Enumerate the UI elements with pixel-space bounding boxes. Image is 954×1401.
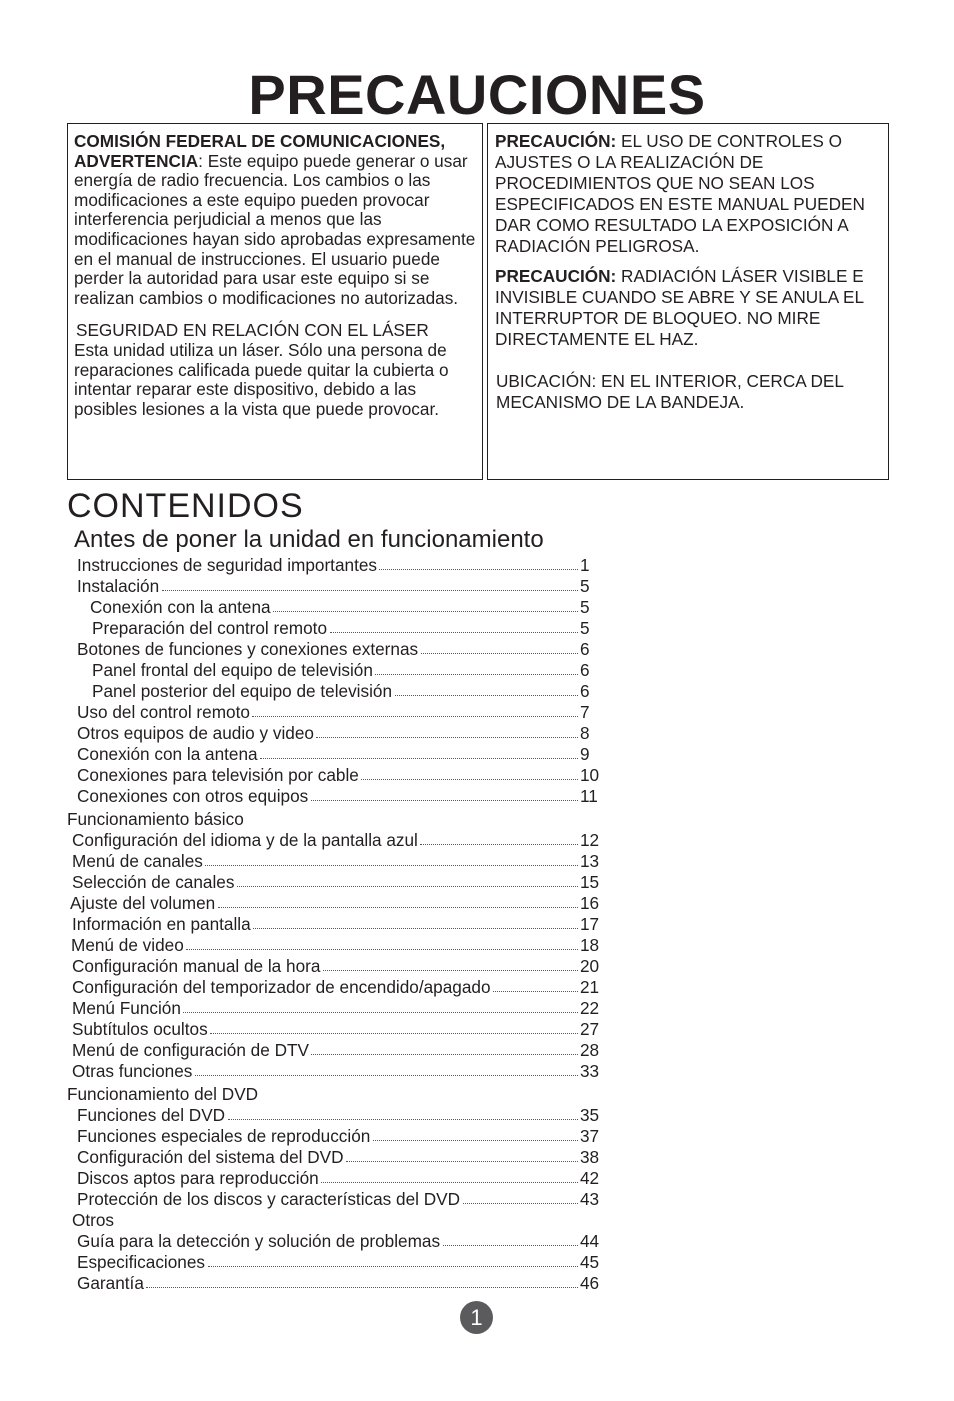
toc-entry-page: 6 <box>580 681 590 701</box>
toc-entry-page: 18 <box>580 935 600 955</box>
toc-entry-page: 5 <box>580 618 590 638</box>
toc-entry-label: Conexiones con otros equipos <box>77 786 309 806</box>
toc-dot-leader <box>195 1075 578 1076</box>
toc-entry <box>90 597 600 618</box>
page-title: PRECAUCIONES <box>248 63 706 126</box>
toc-entry-label: Selección de canales <box>72 872 235 892</box>
toc-dot-leader <box>273 611 578 612</box>
toc-section-dvd: Funcionamiento del DVD <box>67 1084 259 1104</box>
toc-entry <box>70 893 600 914</box>
toc-dot-leader <box>228 1119 578 1120</box>
toc-entry-label: Subtítulos ocultos <box>72 1019 208 1039</box>
toc-entry-label: Uso del control remoto <box>77 702 250 722</box>
toc-entry <box>77 576 600 597</box>
toc-entry-page: 27 <box>580 1019 600 1039</box>
toc-entry <box>77 744 600 765</box>
toc-entry <box>72 1019 600 1040</box>
toc-entry-page: 8 <box>580 723 590 743</box>
toc-entry <box>72 1040 600 1061</box>
page-number-badge: 1 <box>460 1301 493 1334</box>
toc-dot-leader <box>237 886 578 887</box>
toc-entry-label: Otras funciones <box>72 1061 193 1081</box>
toc-entry-page: 42 <box>580 1168 600 1188</box>
toc-entry <box>77 1147 600 1168</box>
toc-dot-leader <box>493 991 578 992</box>
toc-entry-label: Conexiones para televisión por cable <box>77 765 359 785</box>
toc-entry-label: Botones de funciones y conexiones externas <box>77 639 419 659</box>
toc-entry-label: Configuración del sistema del DVD <box>77 1147 344 1167</box>
laser-location-note: UBICACIÓN: EN EL INTERIOR, CERCA DEL MECANISMO DE LA BANDEJA. <box>496 371 844 412</box>
toc-entry-label: Configuración del idioma y de la pantalla azul <box>72 830 418 850</box>
toc-dot-leader <box>218 907 578 908</box>
toc-entry-page: 17 <box>580 914 600 934</box>
toc-entry-page: 43 <box>580 1189 600 1209</box>
toc-entry-label: Panel posterior del equipo de televisión <box>92 681 393 701</box>
toc-section-before-use: Antes de poner la unidad en funcionamiento <box>74 526 544 553</box>
toc-entry-page: 28 <box>580 1040 600 1060</box>
toc-entry-page: 11 <box>580 786 598 806</box>
toc-dot-leader <box>210 1033 578 1034</box>
toc-entry-page: 20 <box>580 956 600 976</box>
toc-entry-page: 1 <box>580 555 590 575</box>
toc-entry-page: 35 <box>580 1105 600 1125</box>
toc-entry <box>77 639 600 660</box>
toc-entry <box>77 1126 600 1147</box>
toc-entry-label: Instrucciones de seguridad importantes <box>77 555 377 575</box>
toc-dot-leader <box>260 758 578 759</box>
toc-dot-leader <box>420 844 578 845</box>
toc-dot-leader <box>375 674 578 675</box>
toc-dot-leader <box>311 1054 578 1055</box>
toc-entry <box>71 935 600 956</box>
toc-entry-page: 21 <box>580 977 600 997</box>
toc-dot-leader <box>162 590 578 591</box>
toc-entry <box>72 872 600 893</box>
toc-entry <box>77 765 600 786</box>
toc-entry-page: 9 <box>580 744 590 764</box>
toc-entry <box>77 1273 600 1294</box>
toc-dot-leader <box>253 928 578 929</box>
toc-entry-label: Menú de configuración de DTV <box>72 1040 309 1060</box>
toc-entry-label: Guía para la detección y solución de problemas <box>77 1231 441 1251</box>
toc-entry <box>77 1189 600 1210</box>
toc-entry-label: Funciones del DVD <box>77 1105 226 1125</box>
toc-dot-leader <box>311 800 578 801</box>
toc-entry <box>77 1252 600 1273</box>
toc-entry <box>72 914 600 935</box>
toc-entry <box>72 851 600 872</box>
toc-dot-leader <box>252 716 578 717</box>
toc-entry-page: 16 <box>580 893 600 913</box>
toc-entry <box>77 1168 600 1189</box>
toc-entry-label: Conexión con la antena <box>90 597 271 617</box>
caution-1-label: PRECAUCIÓN: <box>495 131 617 151</box>
toc-entry-label: Garantía <box>77 1273 144 1293</box>
toc-entry-label: Discos aptos para reproducción <box>77 1168 319 1188</box>
toc-entry-page: 13 <box>580 851 600 871</box>
toc-dot-leader <box>146 1287 578 1288</box>
toc-entry-label: Panel frontal del equipo de televisión <box>92 660 373 680</box>
toc-entry <box>77 555 600 576</box>
toc-entry <box>77 1231 600 1252</box>
toc-entry-page: 5 <box>580 597 590 617</box>
toc-dot-leader <box>379 569 578 570</box>
fcc-heading: COMISIÓN FEDERAL DE COMUNICACIONES, ADVERTENCIA <box>74 131 446 171</box>
toc-dot-leader <box>346 1161 578 1162</box>
laser-safety-heading: SEGURIDAD EN RELACIÓN CON EL LÁSER <box>76 320 429 341</box>
toc-entry-page: 15 <box>580 872 600 892</box>
toc-entry-page: 38 <box>580 1147 600 1167</box>
toc-entry-label: Configuración del temporizador de encendido/apagado <box>72 977 491 997</box>
caution-1-text: EL USO DE CONTROLES O AJUSTES O LA REALIZACIÓN DE PROCEDIMIENTOS QUE NO SEAN LOS ESPECIFICADOS EN ESTE MANUAL PUEDEN DAR COMO RESULTADO LA EXPOSICIÓN A RADIACIÓN PELIGROSA. <box>495 131 865 256</box>
toc-dot-leader <box>321 1182 578 1183</box>
toc-entry-label: Instalación <box>77 576 160 596</box>
toc-entry <box>77 702 600 723</box>
toc-entry-page: 37 <box>580 1126 600 1146</box>
contents-heading: CONTENIDOS <box>67 487 304 525</box>
laser-safety-body: Esta unidad utiliza un láser. Sólo una persona de reparaciones calificada puede quitar la cubierta o intentar reparar este dispositivo, debido a las posibles lesiones a la vista que puede provocar. <box>74 339 449 419</box>
toc-entry-label: Protección de los discos y características del DVD <box>77 1189 461 1209</box>
toc-entry-label: Menú de canales <box>72 851 203 871</box>
caution-2-label: PRECAUCIÓN: <box>495 266 617 286</box>
toc-section-basic: Funcionamiento básico <box>67 809 244 829</box>
toc-entry <box>92 681 600 702</box>
toc-section-others: Otros <box>72 1210 115 1230</box>
toc-entry <box>92 618 600 639</box>
toc-entry-page: 7 <box>580 702 590 722</box>
toc-dot-leader <box>421 653 578 654</box>
toc-entry <box>72 998 600 1019</box>
toc-entry-page: 22 <box>580 998 600 1018</box>
toc-dot-leader <box>186 949 578 950</box>
toc-dot-leader <box>323 970 578 971</box>
toc-dot-leader <box>395 695 578 696</box>
toc-entry-page: 33 <box>580 1061 600 1081</box>
toc-entry-label: Información en pantalla <box>72 914 251 934</box>
toc-entry-page: 5 <box>580 576 590 596</box>
toc-entry-page: 10 <box>580 765 600 785</box>
toc-entry <box>77 1105 600 1126</box>
toc-entry <box>77 723 600 744</box>
toc-entry-page: 46 <box>580 1273 600 1293</box>
toc-entry <box>72 830 600 851</box>
toc-dot-leader <box>330 632 578 633</box>
toc-dot-leader <box>373 1140 578 1141</box>
toc-entry-page: 12 <box>580 830 600 850</box>
toc-entry-label: Ajuste del volumen <box>70 893 216 913</box>
toc-entry-page: 45 <box>580 1252 600 1272</box>
toc-entry-label: Funciones especiales de reproducción <box>77 1126 371 1146</box>
toc-entry-label: Menú Función <box>72 998 181 1018</box>
toc-dot-leader <box>463 1203 578 1204</box>
toc-dot-leader <box>443 1245 578 1246</box>
toc-entry-page: 6 <box>580 660 590 680</box>
toc-entry <box>72 1061 600 1082</box>
toc-dot-leader <box>316 737 578 738</box>
fcc-body: : Este equipo puede generar o usar energía de radio frecuencia. Los cambios o las modificaciones a este equipo pueden provocar interferencia perjudicial a menos que las modificaciones hayan sido aprobadas expresamente en el manual de instrucciones. El usuario puede perder la autoridad para usar este equipo si se realizan cambios o modificaciones no autorizadas. <box>74 150 476 308</box>
toc-entry-label: Otros equipos de audio y video <box>77 723 314 743</box>
toc-entry-label: Preparación del control remoto <box>92 618 328 638</box>
toc-entry-label: Conexión con la antena <box>77 744 258 764</box>
toc-entry-page: 6 <box>580 639 590 659</box>
toc-entry <box>77 786 600 807</box>
toc-entry <box>72 977 600 998</box>
toc-entry <box>72 956 600 977</box>
toc-entry <box>92 660 600 681</box>
caution-2-text: RADIACIÓN LÁSER VISIBLE E INVISIBLE CUANDO SE ABRE Y SE ANULA EL INTERRUPTOR DE BLOQUEO. NO MIRE DIRECTAMENTE EL HAZ. <box>495 266 864 349</box>
toc-dot-leader <box>361 779 578 780</box>
toc-dot-leader <box>183 1012 578 1013</box>
toc-dot-leader <box>205 865 578 866</box>
toc-entry-page: 44 <box>580 1231 600 1251</box>
toc-entry-label: Especificaciones <box>77 1252 206 1272</box>
toc-entry-label: Menú de video <box>71 935 184 955</box>
toc-entry-label: Configuración manual de la hora <box>72 956 321 976</box>
toc-dot-leader <box>208 1266 578 1267</box>
